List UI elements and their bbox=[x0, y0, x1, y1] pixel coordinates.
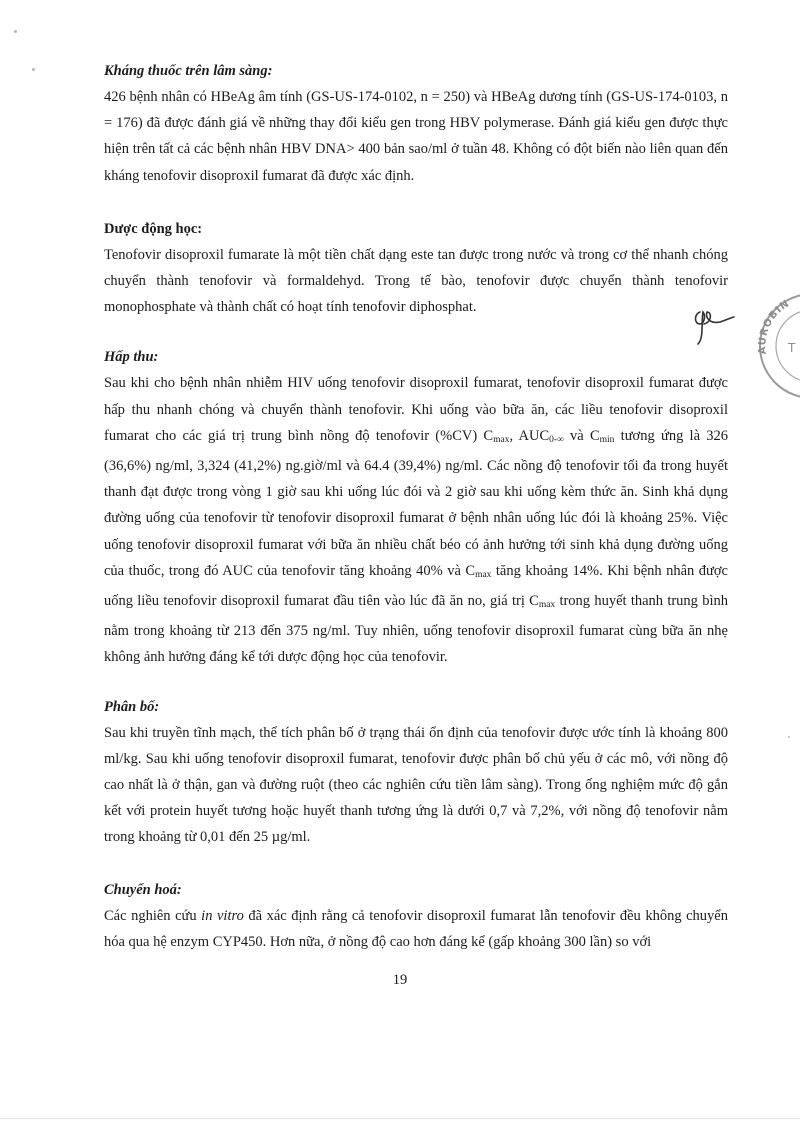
scan-speck bbox=[32, 68, 35, 71]
heading-resistance: Kháng thuốc trên lâm sàng: bbox=[104, 63, 273, 79]
scan-speck bbox=[788, 736, 790, 738]
heading-distribution: Phân bố: bbox=[104, 698, 160, 715]
heading-absorption: Hấp thu: bbox=[104, 349, 159, 366]
scan-edge-line bbox=[0, 1118, 800, 1119]
section-resistance bbox=[104, 58, 728, 189]
heading-pharmacokinetics: Dược động học: bbox=[104, 220, 203, 237]
heading-metabolism: Chuyển hoá: bbox=[104, 881, 182, 898]
section-pharmacokinetics bbox=[104, 216, 728, 321]
page-number: 19 bbox=[392, 972, 408, 988]
section-absorption bbox=[104, 344, 728, 670]
handwritten-initials-icon bbox=[690, 304, 738, 346]
svg-text:AUROBIN bbox=[757, 298, 792, 355]
company-stamp-icon bbox=[752, 288, 800, 403]
resistance-paragraph: 426 bệnh nhân có HBeAg âm tính (GS-US-174-0102, n = 250) và HBeAg dương tính (GS-US-174-0103, n = 176) đã được đánh giá về những thay đổi kiểu gen trong HBV polymerase. Đánh giá kiểu gen được thực hiện trên tất cả các bệnh nhân HBV DNA> 400 bản sao/ml ở tuần 48. Không có đột biến nào liên quan đến kháng tenofovir disoproxil fumarat đã được xác định. bbox=[104, 89, 728, 184]
stamp-side-letter: T bbox=[788, 341, 796, 355]
distribution-paragraph: Sau khi truyền tĩnh mạch, thể tích phân bố ở trạng thái ổn định của tenofovir được ước tính là khoảng 800 ml/kg. Sau khi uống tenofovir disoproxil fumarat, tenofovir được phân bố chủ yếu ở các mô, với nồng độ cao nhất là ở thận, gan và đường ruột (theo các nghiên cứu tiền lâm sàng). Trong ống nghiệm mức độ gắn kết với protein huyết tương hoặc huyết thanh tương ứng là dưới 0,7 và 7,2%, với nồng độ tenofovir nằm trong khoảng từ 0,01 đến 25 µg/ml. bbox=[104, 724, 728, 846]
body-text bbox=[104, 58, 728, 955]
metabolism-paragraph: Các nghiên cứu in vitro đã xác định rằng cả tenofovir disoproxil fumarat lẫn tenofovir đều không chuyển hóa qua hệ enzym CYP450. Hơn nữa, ở nồng độ cao hơn đáng kể (gấp khoảng 300 lần) so với bbox=[104, 907, 728, 950]
scan-speck bbox=[14, 30, 17, 33]
stamp-text: AUROBIN bbox=[757, 298, 792, 355]
section-distribution bbox=[104, 694, 728, 851]
section-metabolism bbox=[104, 877, 728, 955]
absorption-paragraph: Sau khi cho bệnh nhân nhiễm HIV uống tenofovir disoproxil fumarat, tenofovir disoproxil fumarat được hấp thu nhanh chóng và chuyển thành tenofovir. Khi uống vào bữa ăn, các liều tenofovir disoproxil fumarat cho các giá trị trung bình nồng độ tenofovir (%CV) $C_{max}$, $AUC_{0-\infty}$ và $C_{min}$ tương ứng là 326 (36,6%) ng/ml, 3,324 (41,2%) ng.giờ/ml và 64.4 (39,4%) ng/ml. Các nồng độ tenofovir tối đa trong huyết thanh đạt được trong vòng 1 giờ sau khi uống lúc đói và 2 giờ sau khi uống kèm thức ăn. Sinh khả dụng đường uống của tenofovir từ tenofovir disoproxil fumarat ở bệnh nhân uống lúc đói là khoảng 25%. Việc uống tenofovir disoproxil fumarat với bữa ăn nhiều chất béo có ảnh hưởng tới sinh khả dụng đường uống của thuốc, trong đó AUC của tenofovir tăng khoảng 40% và $C_{max}$ tăng khoảng 14%. Khi bệnh nhân được uống liều tenofovir disoproxil fumarat đầu tiên vào lúc đã ăn no, giá trị $C_{max}$ trong huyết thanh trung bình nằm trong khoảng từ 213 đến 375 ng/ml. Tuy nhiên, uống tenofovir disoproxil fumarat cùng bữa ăn nhẹ không ảnh hưởng đáng kể tới dược động học của tenofovir. bbox=[104, 375, 728, 666]
pharmacokinetics-paragraph: Tenofovir disoproxil fumarate là một tiền chất dạng este tan được trong nước và trong cơ thể nhanh chóng chuyển thành tenofovir và formaldehyd. Trong tế bào, tenofovir được chuyển thành tenofovir monophosphate và thành chất có hoạt tính tenofovir diphosphat. bbox=[104, 246, 728, 316]
